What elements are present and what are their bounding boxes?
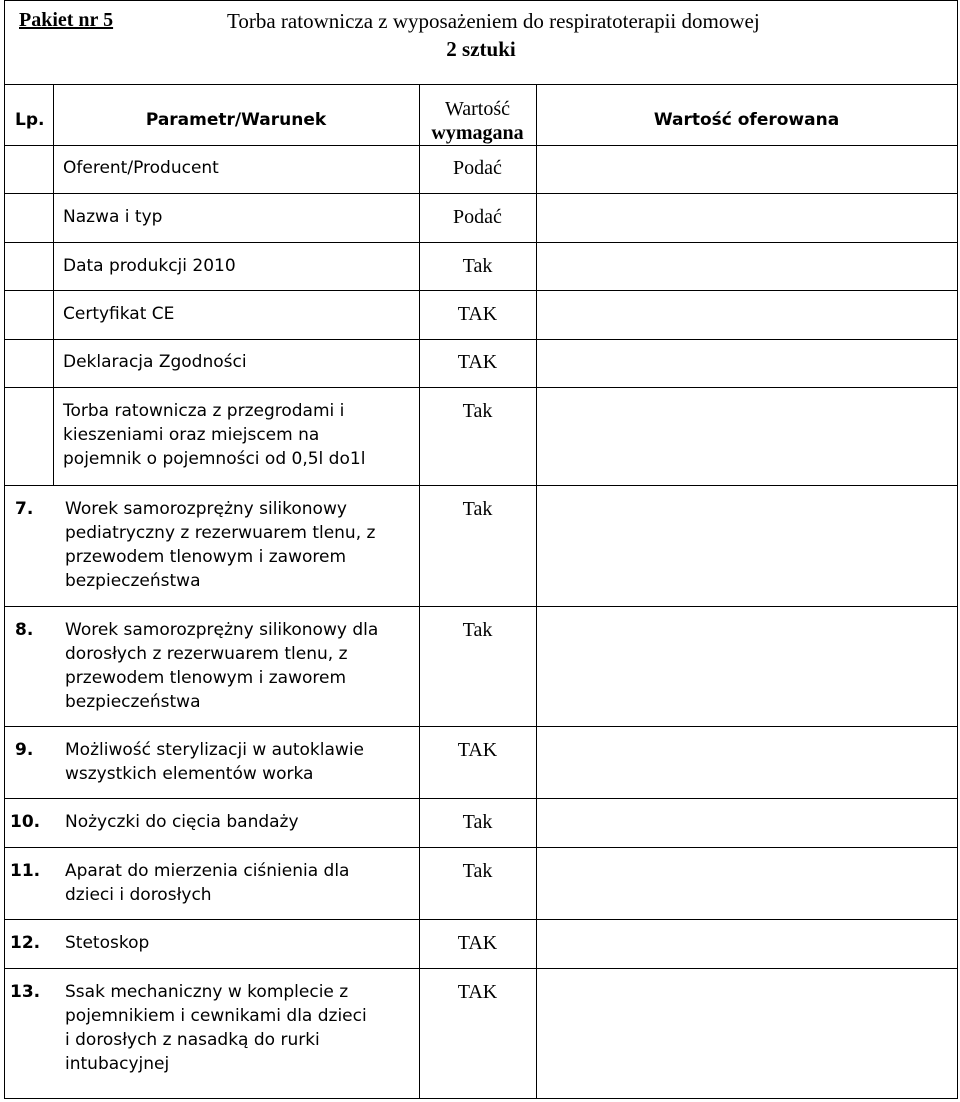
column-divider: [53, 84, 54, 486]
row-divider: [5, 726, 957, 727]
parameter-cell: przewodem tlenowym i zaworem: [65, 668, 347, 688]
required-value-cell: Podać: [453, 206, 502, 228]
required-value-cell: TAK: [457, 303, 498, 325]
column-header-required-line2: wymagana: [431, 122, 524, 144]
package-quantity: 2 sztuki: [446, 37, 516, 61]
row-number: 12.: [10, 933, 41, 953]
column-divider: [536, 84, 537, 1099]
parameter-cell: pojemnik o pojemności od 0,5l do1l: [63, 449, 366, 469]
row-number: 8.: [15, 620, 34, 640]
row-divider: [5, 919, 957, 920]
parameter-cell: Worek samorozprężny silikonowy: [65, 499, 347, 519]
parameter-cell: wszystkich elementów worka: [65, 764, 314, 784]
row-divider: [5, 242, 957, 243]
required-value-cell: TAK: [457, 981, 498, 1003]
row-divider: [5, 387, 957, 388]
parameter-cell: Nożyczki do cięcia bandaży: [65, 812, 299, 832]
column-header-offered: Wartość oferowana: [653, 110, 840, 130]
parameter-cell: dorosłych z rezerwuarem tlenu, z: [65, 644, 348, 664]
row-divider: [5, 339, 957, 340]
required-value-cell: TAK: [457, 932, 498, 954]
row-divider: [5, 847, 957, 848]
parameter-cell: Nazwa i typ: [63, 207, 163, 227]
row-divider: [5, 485, 957, 486]
required-value-cell: Tak: [462, 860, 493, 882]
row-divider: [5, 193, 957, 194]
required-value-cell: Tak: [462, 619, 493, 641]
parameter-cell: Możliwość sterylizacji w autoklawie: [65, 740, 365, 760]
parameter-cell: intubacyjnej: [65, 1054, 170, 1074]
column-header-parameter: Parametr/Warunek: [145, 110, 327, 130]
parameter-cell: Worek samorozprężny silikonowy dla: [65, 620, 379, 640]
parameter-cell: pediatryczny z rezerwuarem tlenu, z: [65, 523, 376, 543]
parameter-cell: kieszeniami oraz miejscem na: [63, 425, 320, 445]
parameter-cell: Ssak mechaniczny w komplecie z: [65, 982, 349, 1002]
required-value-cell: Podać: [453, 157, 502, 179]
parameter-cell: Certyfikat CE: [63, 304, 175, 324]
row-divider: [5, 290, 957, 291]
row-number: 7.: [15, 499, 34, 519]
column-header-lp: Lp.: [15, 110, 45, 130]
parameter-cell: bezpieczeństwa: [65, 571, 201, 591]
row-number: 11.: [10, 861, 41, 881]
required-value-cell: TAK: [457, 739, 498, 761]
spec-table: [4, 0, 958, 1099]
column-header-rule: [5, 145, 957, 146]
parameter-cell: Deklaracja Zgodności: [63, 352, 247, 372]
parameter-cell: Oferent/Producent: [63, 158, 219, 178]
parameter-cell: bezpieczeństwa: [65, 692, 201, 712]
required-value-cell: Tak: [462, 811, 493, 833]
parameter-cell: dzieci i dorosłych: [65, 885, 212, 905]
row-number: 10.: [10, 812, 41, 832]
row-number: 13.: [10, 982, 41, 1002]
package-label: Pakiet nr 5: [19, 9, 114, 31]
parameter-cell: pojemnikiem i cewnikami dla dzieci: [65, 1006, 367, 1026]
parameter-cell: Data produkcji 2010: [63, 256, 236, 276]
column-header-required-line1: Wartość: [444, 98, 511, 120]
required-value-cell: Tak: [462, 400, 493, 422]
required-value-cell: TAK: [457, 351, 498, 373]
row-divider: [5, 968, 957, 969]
parameter-cell: Torba ratownicza z przegrodami i: [63, 401, 345, 421]
parameter-cell: przewodem tlenowym i zaworem: [65, 547, 347, 567]
row-number: 9.: [15, 740, 34, 760]
package-title: Torba ratownicza z wyposażeniem do respiratoterapii domowej: [227, 9, 760, 33]
row-divider: [5, 606, 957, 607]
parameter-cell: Aparat do mierzenia ciśnienia dla: [65, 861, 350, 881]
header-rule: [5, 84, 957, 85]
parameter-cell: Stetoskop: [65, 933, 150, 953]
required-value-cell: Tak: [462, 498, 493, 520]
required-value-cell: Tak: [462, 255, 493, 277]
parameter-cell: i dorosłych z nasadką do rurki: [65, 1030, 320, 1050]
row-divider: [5, 798, 957, 799]
